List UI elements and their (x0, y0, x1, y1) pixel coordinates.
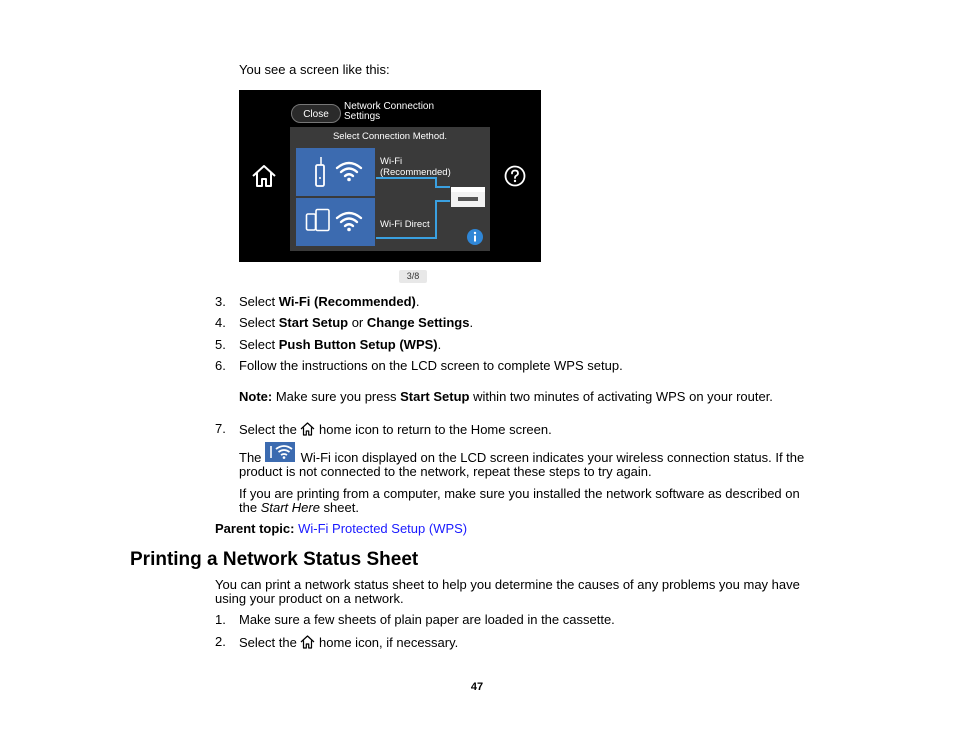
page-number: 47 (470, 681, 484, 693)
connection-panel (290, 127, 490, 281)
parent-topic (215, 522, 467, 536)
wifi-option-label: Wi-Fi (Recommended) (380, 156, 451, 178)
intro-text: You see a screen like this: (239, 62, 390, 77)
note: Note: Make sure you press Start Setup within two minutes of activating WPS on your router. (239, 389, 773, 404)
section-intro: You can print a network status sheet to help you determine the causes of any problems you may have using your product on a network. (215, 577, 800, 606)
wifi-status-paragraph: The Wi-Fi icon displayed on the LCD screen indicates your wireless connection status. If the product is not connected to the network, repeat these steps to try again. (239, 450, 805, 479)
lcd-screenshot (239, 90, 541, 281)
step-number: 1. (215, 612, 226, 627)
step-number: 2. (215, 634, 226, 649)
wifi-direct-option-label: Wi-Fi Direct (380, 219, 430, 230)
info-icon[interactable] (466, 228, 484, 246)
step-number: 3. (215, 294, 226, 309)
printer-icon (450, 185, 486, 209)
help-icon[interactable] (504, 165, 526, 187)
home-icon[interactable] (251, 164, 277, 188)
parent-topic-label: Parent topic: (215, 521, 295, 536)
ui-term: Start Setup (278, 315, 349, 330)
lcd-title: Network Connection Settings (344, 101, 435, 122)
page-indicator: 3/8 (399, 270, 427, 283)
computer-paragraph: If you are printing from a computer, make sure you installed the network software as described on the Start Here sheet. (239, 486, 800, 515)
ui-term: Push Button Setup (WPS) (278, 337, 438, 352)
close-button[interactable]: Close (291, 104, 341, 123)
section-heading: Printing a Network Status Sheet (130, 549, 419, 570)
ui-term: Wi-Fi (Recommended) (278, 294, 416, 309)
parent-topic-link[interactable]: Wi-Fi Protected Setup (WPS) (298, 521, 468, 536)
doc-title: Start Here (260, 500, 320, 515)
home-icon (300, 635, 315, 649)
step-number: 7. (215, 421, 226, 436)
note-label: Note: (239, 389, 273, 404)
step-number: 6. (215, 358, 226, 373)
home-icon (300, 422, 315, 436)
ui-term: Change Settings (366, 315, 470, 330)
panel-heading: Select Connection Method. (332, 131, 448, 142)
step-number: 4. (215, 315, 226, 330)
ui-term: Start Setup (400, 389, 470, 404)
step-number: 5. (215, 337, 226, 352)
